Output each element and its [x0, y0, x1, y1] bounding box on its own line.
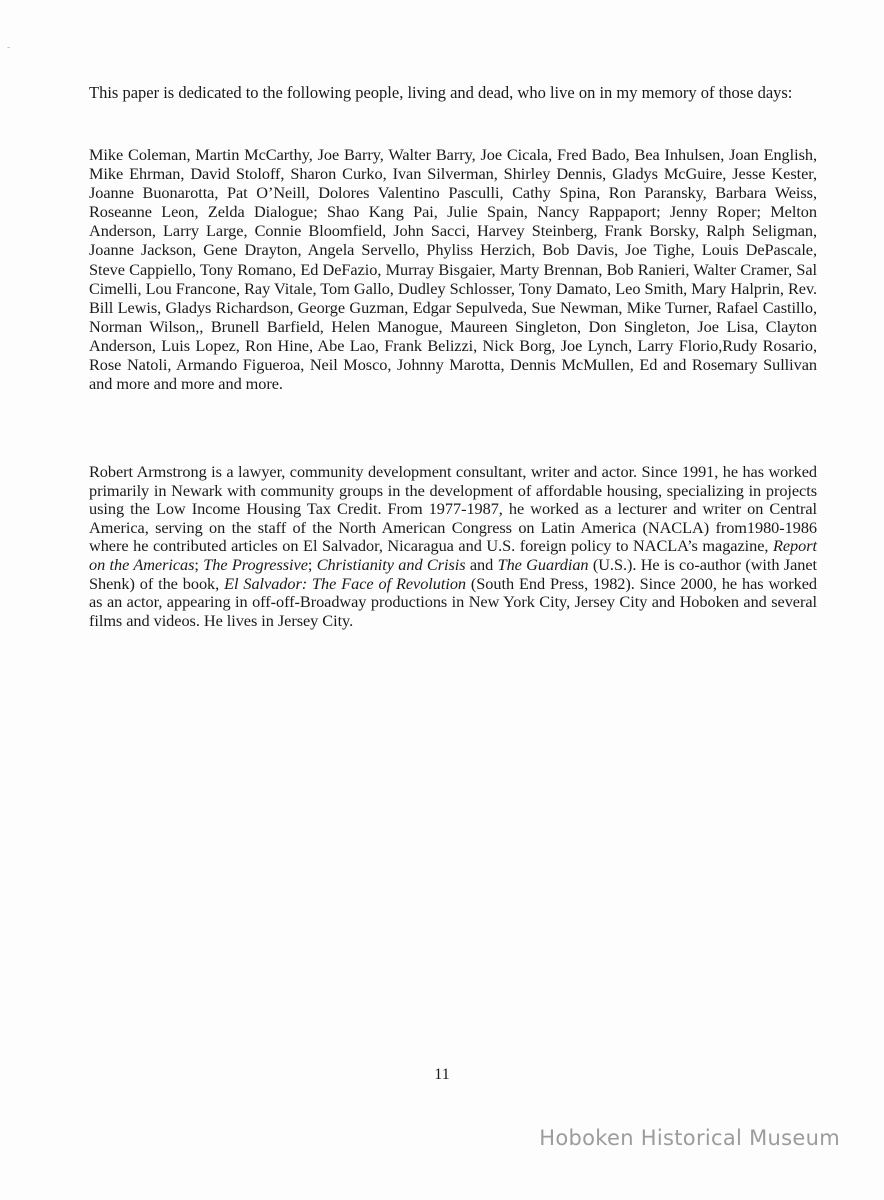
bio-separator: ;: [307, 554, 317, 574]
bio-text-part3: (South End Press, 1982). Since 2000, he has worked as an actor, appearing in off-off-Broadway productions in New York City, Jersey City and Hoboken and several films and videos. He lives in Jersey City.: [89, 573, 817, 630]
author-biography: [89, 463, 817, 630]
scan-artifact-mark: -: [7, 42, 11, 53]
bio-publication-title: The Guardian: [497, 554, 589, 574]
bio-separator: ;: [194, 554, 204, 574]
bio-conjunction: and: [465, 554, 498, 574]
bio-text-part1: Robert Armstrong is a lawyer, community development consultant, writer and actor. Since 1991, he has worked primarily in Newark with community groups in the development of affordable housing, specializing in projects using the Low Income Housing Tax Credit. From 1977-1987, he worked as a lecturer and writer on Central America, serving on the staff of the North American Congress on Latin America (NACLA) from1980-1986 where he contributed articles on El Salvador, Nicaragua and U.S. foreign policy to NACLA’s magazine,: [89, 462, 817, 556]
dedication-name-list: Mike Coleman, Martin McCarthy, Joe Barry, Walter Barry, Joe Cicala, Fred Bado, Bea Inhulsen, Joan English, Mike Ehrman, David Stoloff, Sharon Curko, Ivan Silverman, Shirley Dennis, Gladys McGuire, Jesse Kester, Joanne Buonarotta, Pat O’Neill, Dolores Valentino Pasculli, Cathy Spina, Ron Paransky, Barbara Weiss, Roseanne Leon, Zelda Dialogue; Shao Kang Pai, Julie Spain, Nancy Rappaport; Jenny Roper; Melton Anderson, Larry Large, Connie Bloomfield, John Sacci, Harvey Steinberg, Frank Borsky, Ralph Seligman, Joanne Jackson, Gene Drayton, Angela Servello, Phyliss Herzich, Bob Davis, Joe Tighe, Louis DePascale, Steve Cappiello, Tony Romano, Ed DeFazio, Murray Bisgaier, Marty Brennan, Bob Ranieri, Walter Cramer, Sal Cimelli, Lou Francone, Ray Vitale, Tom Gallo, Dudley Schlosser, Tony Damato, Leo Smith, Mary Halprin, Rev. Bill Lewis, Gladys Richardson, George Guzman, Edgar Sepulveda, Sue Newman, Mike Turner, Rafael Castillo, Norman Wilson,, Brunell Barfield, Helen Manogue, Maureen Singleton, Don Singleton, Joe Lisa, Clayton Anderson, Luis Lopez, Ron Hine, Abe Lao, Frank Belizzi, Nick Borg, Joe Lynch, Larry Florio,Rudy Rosario, Rose Natoli, Armando Figueroa, Neil Mosco, Johnny Marotta, Dennis McMullen, Ed and Rosemary Sullivan and more and more and more.: [89, 145, 817, 394]
dedication-intro: This paper is dedicated to the following people, living and dead, who live on in my memory of those days:: [89, 83, 793, 102]
bio-book-title: El Salvador: The Face of Revolution: [224, 573, 466, 593]
page-number: 11: [434, 1066, 450, 1083]
bio-publication-title: Christianity and Crisis: [316, 554, 466, 574]
bio-publication-title: The Progressive: [203, 554, 308, 574]
bio-publication-title: Report on the Americas: [89, 536, 817, 574]
bio-text-part2: (U.S.). He is co-author (with Janet Shenk) of the book,: [89, 554, 817, 593]
museum-watermark: Hoboken Historical Museum: [539, 1126, 840, 1150]
